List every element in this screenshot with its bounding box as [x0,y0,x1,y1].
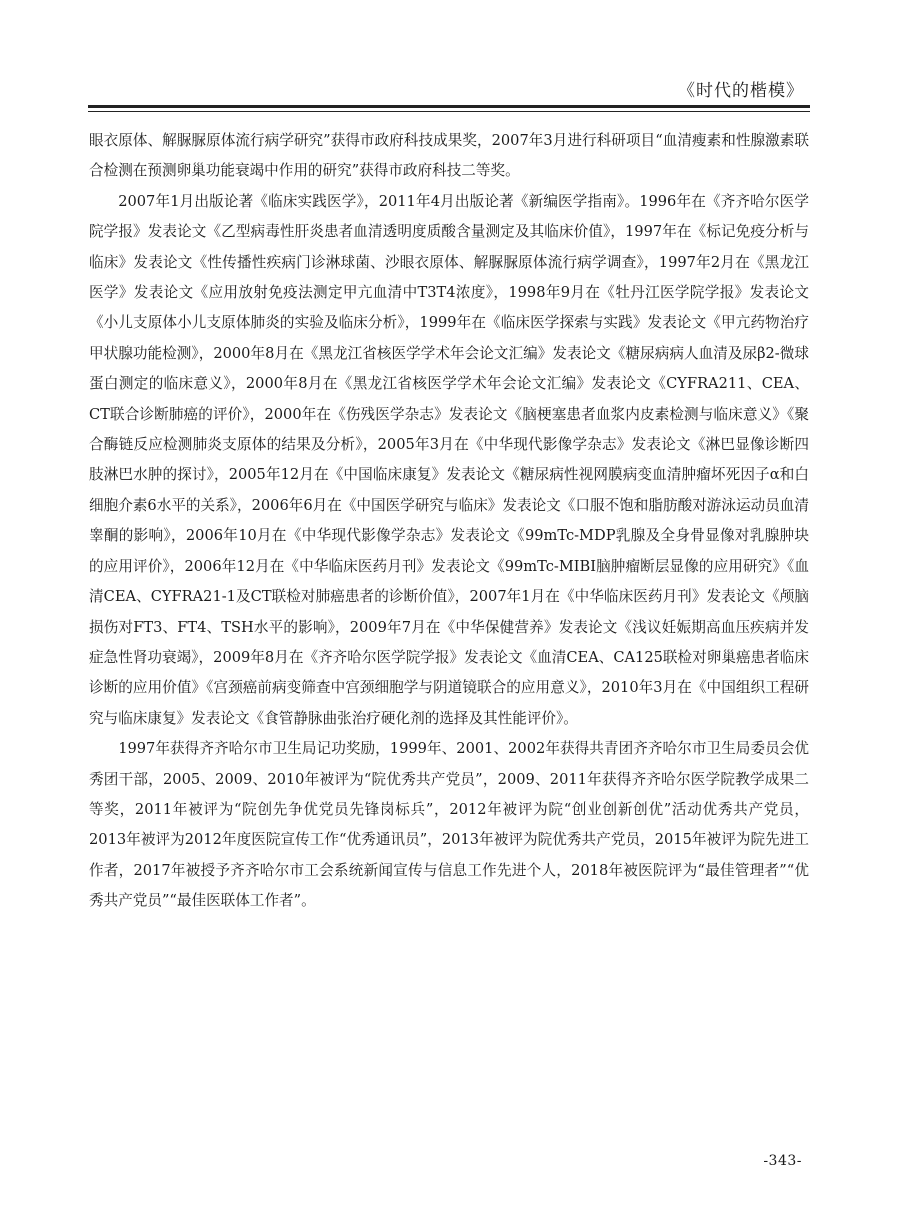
body-text [89,126,809,917]
page-number: -343- [763,1153,802,1169]
paragraph-publications: 2007年1月出版论著《临床实践医学》，2011年4月出版论著《新编医学指南》。1996年在《齐齐哈尔医学院学报》发表论文《乙型病毒性肝炎患者血清透明度质酸含量测定及其临床价值》，1997年在《标记免疫分析与临床》发表论文《性传播性疾病门诊淋球菌、沙眼衣原体、解脲脲原体流行病学调查》，1997年2月在《黑龙江医学》发表论文《应用放射免疫法测定甲亢血清中T3T4浓度》，1998年9月在《牡丹江医学院学报》发表论文《小儿支原体小儿支原体肺炎的实验及临床分析》，1999年在《临床医学探索与实践》发表论文《甲亢药物治疗甲状腺功能检测》，2000年8月在《黑龙江省核医学学术年会论文汇编》发表论文《糖尿病病人血清及尿β2-微球蛋白测定的临床意义》，2000年8月在《黑龙江省核医学学术年会论文汇编》发表论文《CYFRA211、CEA、CT联合诊断肺癌的评价》，2000年在《伤残医学杂志》发表论文《脑梗塞患者血浆内皮素检测与临床意义》《聚合酶链反应检测肺炎支原体的结果及分析》，2005年3月在《中华现代影像学杂志》发表论文《淋巴显像诊断四肢淋巴水肿的探讨》，2005年12月在《中国临床康复》发表论文《糖尿病性视网膜病变血清肿瘤坏死因子α和白细胞介素6水平的关系》，2006年6月在《中国医学研究与临床》发表论文《口服不饱和脂肪酸对游泳运动员血清睾酮的影响》，2006年10月在《中华现代影像学杂志》发表论文《99mTc-MDP乳腺及全身骨显像对乳腺肿块的应用评价》，2006年12月在《中华临床医药月刊》发表论文《99mTc-MIBI脑肿瘤断层显像的应用研究》《血清CEA、CYFRA21-1及CT联检对肺癌患者的诊断价值》，2007年1月在《中华临床医药月刊》发表论文《颅脑损伤对FT3、FT4、TSH水平的影响》，2009年7月在《中华保健营养》发表论文《浅议妊娠期高血压疾病并发症急性肾功衰竭》，2009年8月在《齐齐哈尔医学院学报》发表论文《血清CEA、CA125联检对卵巢癌患者临床诊断的应用价值》《宫颈癌前病变筛查中宫颈细胞学与阴道镜联合的应用意义》，2010年3月在《中国组织工程研究与临床康复》发表论文《食管静脉曲张治疗硬化剂的选择及其性能评价》。 [89,192,809,727]
paragraph-awards: 1997年获得齐齐哈尔市卫生局记功奖励，1999年、2001、2002年获得共青团齐齐哈尔市卫生局委员会优秀团干部，2005、2009、2010年被评为“院优秀共产党员”，2009、2011年获得齐齐哈尔医学院教学成果二等奖，2011年被评为“院创先争优党员先锋岗标兵”，2012年被评为院“创业创新创优”活动优秀共产党员，2013年被评为2012年度医院宣传工作“优秀通讯员”，2013年被评为院优秀共产党员，2015年被评为院先进工作者，2017年被授予齐齐哈尔市工会系统新闻宣传与信息工作先进个人，2018年被医院评为“最佳管理者”“优秀共产党员”“最佳医联体工作者”。 [89,740,809,910]
running-title: 《时代的楷模》 [678,81,804,101]
header-rule-thin [88,111,810,112]
header-rule-thick [88,105,810,108]
paragraph-continued: 眼衣原体、解脲脲原体流行病学研究”获得市政府科技成果奖，2007年3月进行科研项目“血清瘦素和性腺激素联合检测在预测卵巢功能衰竭中作用的研究”获得市政府科技二等奖。 [89,132,809,180]
